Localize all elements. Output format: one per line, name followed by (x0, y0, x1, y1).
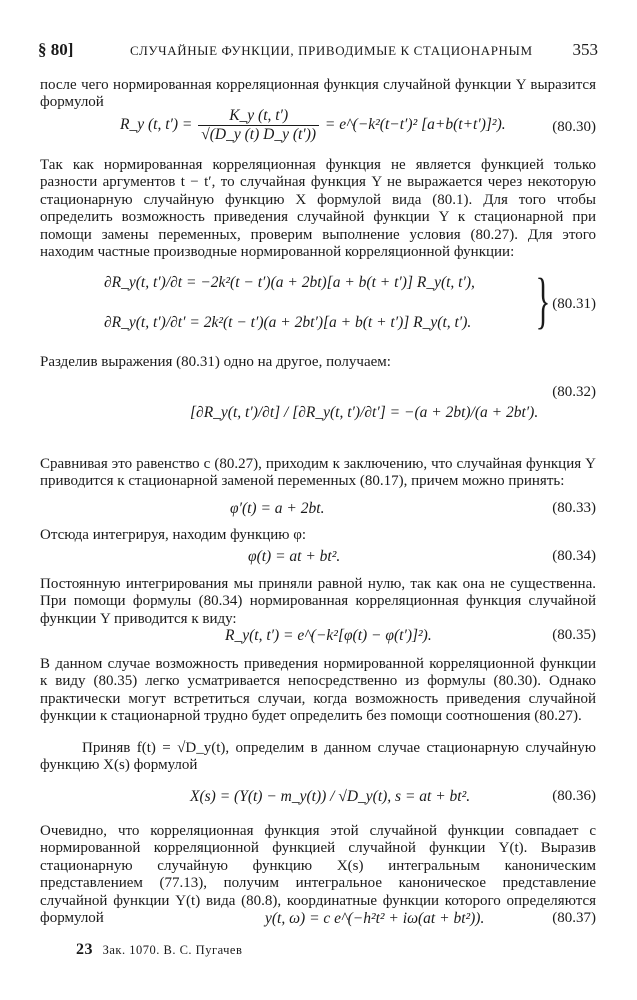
paragraph-2: Так как нормированная корреляционная функция не является функцией только разности аргументов t − t′, то случайная функция Y не выражается через некоторую стационарную случайную функцию X формулой вида (80.1). Для того чтобы определить возможность приведения случайной функции Y к стационарной при помощи замены переменных, проверим выполнение условия (80.27). Для этого находим частные производные нормированной корреляционной функции: (40, 157, 596, 261)
paragraph-8: Приняв f(t) = √D_y(t), определим в данном случае стационарную случайную функцию X(s) формулой (40, 740, 596, 774)
paragraph-4: Сравнивая это равенство с (80.27), приходим к заключению, что случайная функция Y приводится к стационарной заменой переменных (80.17), причем можно принять: (40, 456, 596, 490)
paragraph-6: Постоянную интегрирования мы приняли равной нулю, так как она не существенна. При помощи формулы (80.34) нормированная корреляционная функция случайной функции Y приводится к виду: (40, 576, 596, 627)
paragraph-1: после чего нормированная корреляционная функция случайной функции Y выразится формулой (40, 77, 596, 111)
eq31-line2: ∂R_y(t, t′)/∂t′ = 2k²(t − t′)(a + 2bt′)[a + b(t + t′)] R_y(t, t′). (104, 314, 472, 331)
equation-80-30 (40, 107, 596, 153)
eq32-body: [∂R_y(t, t′)/∂t] / [∂R_y(t, t′)/∂t′] = −(a + 2bt)/(a + 2bt′). (190, 404, 539, 421)
equation-label: (80.36) (552, 788, 596, 804)
eq30-lhs: R_y (t, t′) = (120, 116, 193, 134)
eq30-rhs: = e^(−k²(t−t′)² [a+b(t+t′)]²). (324, 116, 506, 134)
eq30-numerator: K_y (t, t′) (198, 107, 319, 126)
paragraph-7: В данном случае возможность приведения нормированной корреляционной функции к виду (80.35) легко усматривается непосредственно из формулы (80.30). Однако практически могут встретиться случаи, когда возможность приведения случайной функции к стационарной трудно будет определить без помощи соотношения (80.27). (40, 656, 596, 725)
eq34-body: φ(t) = at + bt². (248, 548, 341, 565)
equation-80-36 (40, 778, 596, 818)
page-number: 353 (572, 40, 598, 59)
chapter-title: СЛУЧАЙНЫЕ ФУНКЦИИ, ПРИВОДИМЫЕ К СТАЦИОНАРНЫМ (130, 43, 533, 58)
paragraph-5: Отсюда интегрируя, находим функцию φ: (40, 527, 307, 543)
equation-80-34 (40, 548, 596, 568)
running-header (38, 40, 598, 62)
equation-label: (80.37) (552, 910, 596, 926)
eq36-body: X(s) = (Y(t) − m_y(t)) / √D_y(t), s = at + bt². (190, 788, 471, 805)
eq31-line1: ∂R_y(t, t′)/∂t = −2k²(t − t′)(a + 2bt)[a + b(t + t′)] R_y(t, t′), (104, 274, 475, 291)
eq33-body: φ′(t) = a + 2bt. (230, 500, 325, 517)
equation-80-37 (40, 910, 596, 932)
equation-label: (80.32) (552, 384, 596, 400)
equation-label: (80.35) (552, 627, 596, 643)
equation-80-35 (40, 627, 596, 649)
signature-footer (76, 941, 242, 959)
eq37-body: y(t, ω) = c e^(−h²t² + iω(at + bt²)). (265, 910, 485, 927)
equation-80-31 (40, 268, 596, 344)
eq30-denominator: √(D_y (t) D_y (t′)) (201, 126, 317, 143)
equation-label: (80.33) (552, 500, 596, 516)
equation-label: (80.30) (552, 119, 596, 135)
equation-label: (80.34) (552, 548, 596, 564)
equation-80-33 (40, 500, 596, 520)
signature-text: Зак. 1070. В. С. Пугачев (102, 943, 243, 957)
paragraph-9: Очевидно, что корреляционная функция этой случайной функции совпадает с нормированной корреляционной функцией случайной функции Y(t). Выразив стационарную случайную функцию X(s) интегральным каноническим представлением (77.13), получим интегральное каноническое представление случайной функции Y(t) вида (80.8), координатные функции которого определяются формулой (40, 823, 596, 927)
equation-label: (80.31) (552, 296, 596, 312)
paragraph-3: Разделив выражения (80.31) одно на другое, получаем: (40, 354, 391, 370)
eq35-body: R_y(t, t′) = e^(−k²[φ(t) − φ(t′)]²). (225, 627, 432, 644)
section-number: § 80] (38, 40, 74, 59)
equation-80-32 (40, 380, 596, 450)
eq30-fraction (198, 107, 319, 144)
right-brace: } (535, 267, 551, 335)
signature-number: 23 (76, 941, 93, 958)
